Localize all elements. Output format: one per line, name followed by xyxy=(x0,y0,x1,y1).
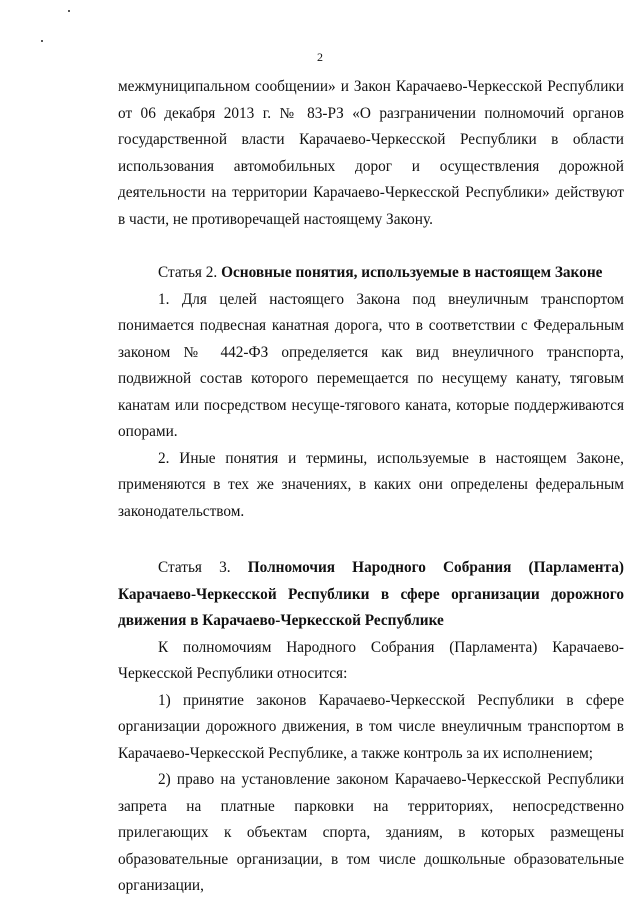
article-3-title: Полномочия Народного Собрания (Парламента) Карачаево-Черкесской Республики в сфере организации дорожного движения в Карачаево-Черкесской Республике xyxy=(118,559,625,629)
scan-speck xyxy=(41,40,43,42)
article-3-intro: К полномочиям Народного Собрания (Парламента) Карачаево-Черкесской Республики относится: xyxy=(118,638,624,682)
document-body xyxy=(118,74,624,900)
article-2-paragraph-1: 1. Для целей настоящего Закона под внеуличным транспортом понимается подвесная канатная дорога, что в соответствии с Федеральным законом № 442-ФЗ определяется как вид внеуличного транспорта, подвижной состав которого перемещается по несущему канату, тяговым канатам или посредством несуще-тягового каната, которые поддерживаются опорами. xyxy=(118,290,624,440)
intro-paragraph: межмуниципальном сообщении» и Закон Карачаево-Черкесской Республики от 06 декабря 2013 г. № 83-РЗ «О разграничении полномочий органов государственной власти Карачаево-Черкесской Республики в области использования автомобильных дорог и осуществления дорожной деятельности на территории Карачаево-Черкесской Республики» действуют в части, не противоречащей настоящему Закону. xyxy=(118,78,624,228)
article-3-prefix: Статья 3. xyxy=(158,559,231,576)
article-3-item-1: 1) принятие законов Карачаево-Черкесской Республики в сфере организации дорожного движения, в том числе внеуличным транспортом в Карачаево-Черкесской Республике, а также контроль за их исполнением; xyxy=(118,691,624,762)
article-3-heading xyxy=(118,555,624,635)
page-number: 2 xyxy=(317,50,323,64)
article-2-prefix: Статья 2. xyxy=(158,264,218,281)
article-2-title: Основные понятия, используемые в настоящем Законе xyxy=(221,264,603,281)
article-3-item-2: 2) право на установление законом Карачаево-Черкесской Республики запрета на платные парковки на территориях, непосредственно прилегающих к объектам спорта, зданиям, в которых размещены образовательные организации, в том числе дошкольные образовательные организации, xyxy=(118,771,624,894)
article-2-heading xyxy=(118,260,624,287)
article-2-paragraph-2: 2. Иные понятия и термины, используемые в настоящем Законе, применяются в тех же значениях, в каких они определены федеральным законодательством. xyxy=(118,449,624,520)
scan-speck xyxy=(68,10,70,12)
